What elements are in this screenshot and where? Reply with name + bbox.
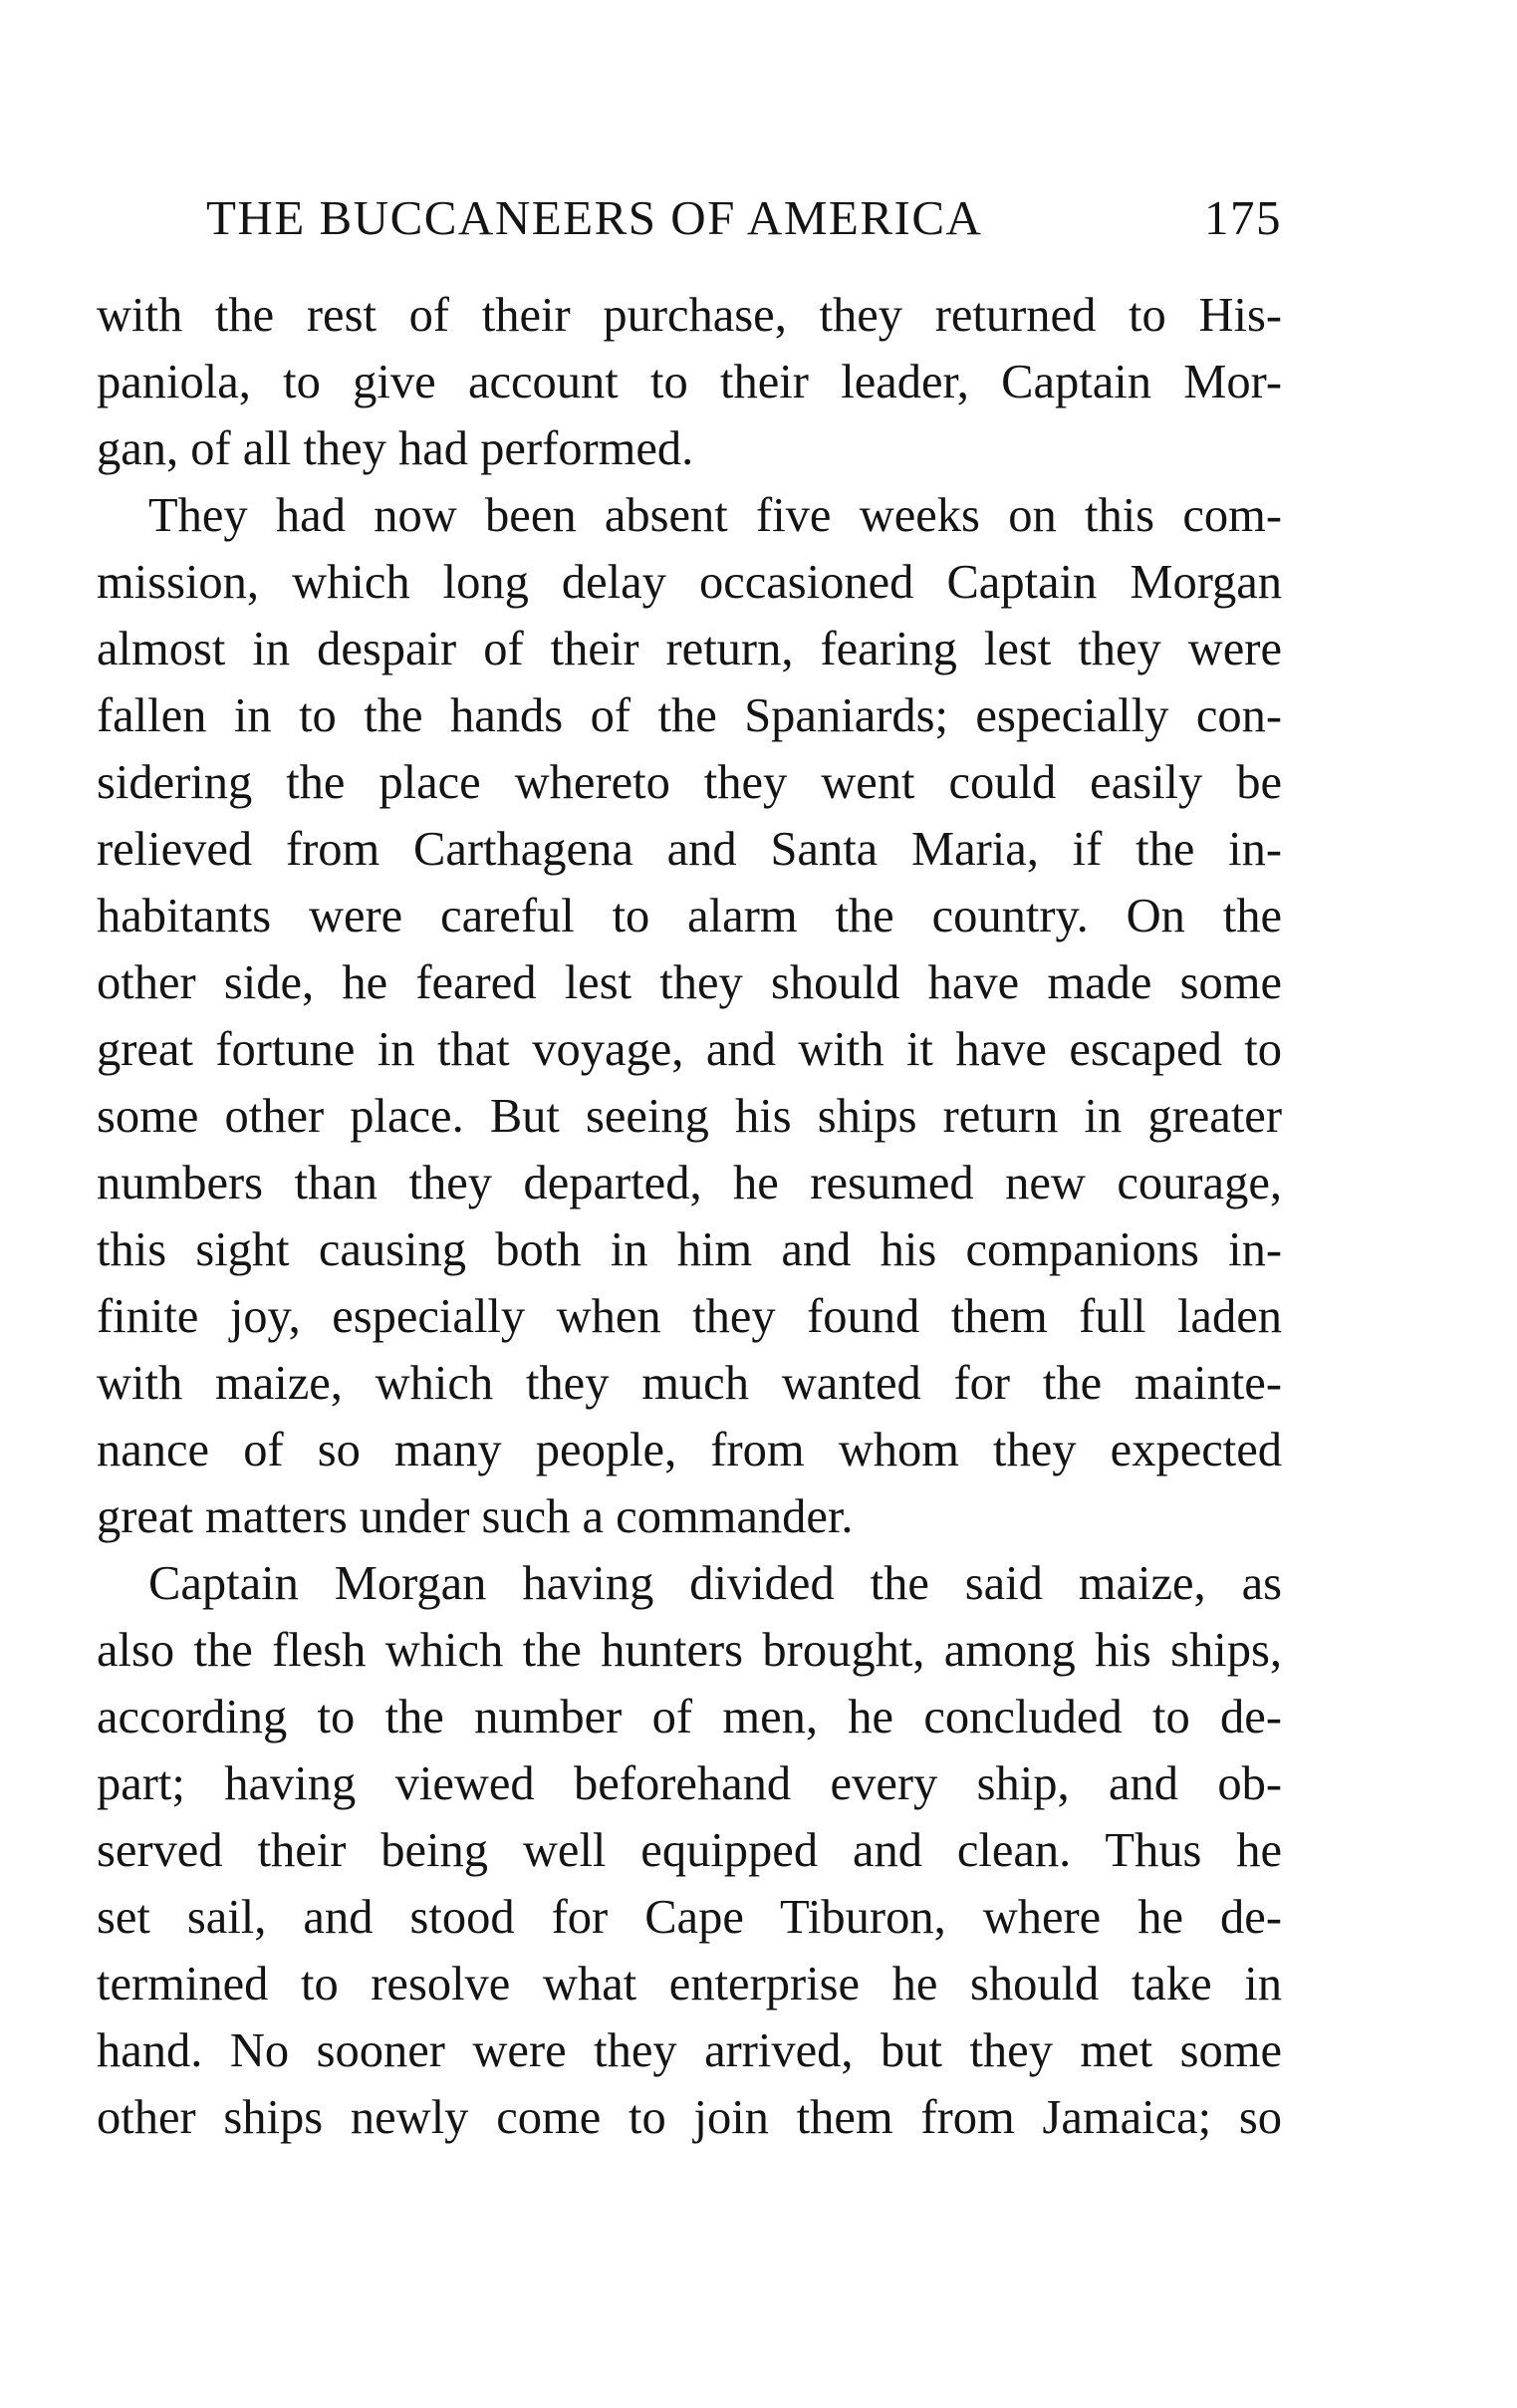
paragraph: [97, 1550, 1282, 2151]
text-line: nance of so many people, from whom they expected: [97, 1424, 1282, 1476]
text-line: some other place. But seeing his ships return in greater: [97, 1090, 1282, 1143]
text-line: gan, of all they had performed.: [97, 422, 694, 475]
text-line: great fortune in that voyage, and with it have escaped to: [97, 1023, 1282, 1076]
text-line: also the flesh which the hunters brought, among his ships,: [97, 1624, 1282, 1677]
page-number: 175: [1204, 190, 1282, 245]
text-line: set sail, and stood for Cape Tiburon, where he de-: [97, 1891, 1282, 1944]
paragraph: [97, 282, 1282, 482]
text-line: part; having viewed beforehand every ship, and ob-: [97, 1757, 1282, 1810]
text-line: paniola, to give account to their leader, Captain Mor-: [97, 356, 1282, 408]
text-line: served their being well equipped and clean. Thus he: [97, 1824, 1282, 1877]
text-line: with the rest of their purchase, they returned to His-: [97, 289, 1282, 342]
text-line: other ships newly come to join them from Jamaica; so: [97, 2091, 1282, 2144]
text-line: sidering the place whereto they went could easily be: [97, 756, 1282, 809]
text-line: almost in despair of their return, fearing lest they were: [97, 623, 1282, 675]
text-line: Captain Morgan having divided the said maize, as: [148, 1557, 1282, 1610]
text-line: other side, he feared lest they should have made some: [97, 956, 1282, 1009]
text-line: numbers than they departed, he resumed new courage,: [97, 1157, 1282, 1209]
body-text: [97, 282, 1282, 2151]
text-line: relieved from Carthagena and Santa Maria, if the in-: [97, 823, 1282, 876]
paragraph: [97, 482, 1282, 1550]
page-header: [97, 183, 1282, 253]
text-line: mission, which long delay occasioned Captain Morgan: [97, 556, 1282, 609]
running-title: THE BUCCANEERS OF AMERICA: [206, 190, 983, 245]
text-line: They had now been absent five weeks on this com-: [148, 489, 1282, 542]
text-line: fallen in to the hands of the Spaniards; especially con-: [97, 689, 1282, 742]
text-line: habitants were careful to alarm the country. On the: [97, 890, 1282, 942]
text-line: hand. No sooner were they arrived, but they met some: [97, 2024, 1282, 2077]
text-line: this sight causing both in him and his companions in-: [97, 1223, 1282, 1276]
text-line: according to the number of men, he concluded to de-: [97, 1691, 1282, 1743]
text-line: great matters under such a commander.: [97, 1490, 854, 1543]
text-line: termined to resolve what enterprise he should take in: [97, 1958, 1282, 2010]
text-line: with maize, which they much wanted for the mainte-: [97, 1357, 1282, 1410]
text-line: finite joy, especially when they found them full laden: [97, 1290, 1282, 1343]
